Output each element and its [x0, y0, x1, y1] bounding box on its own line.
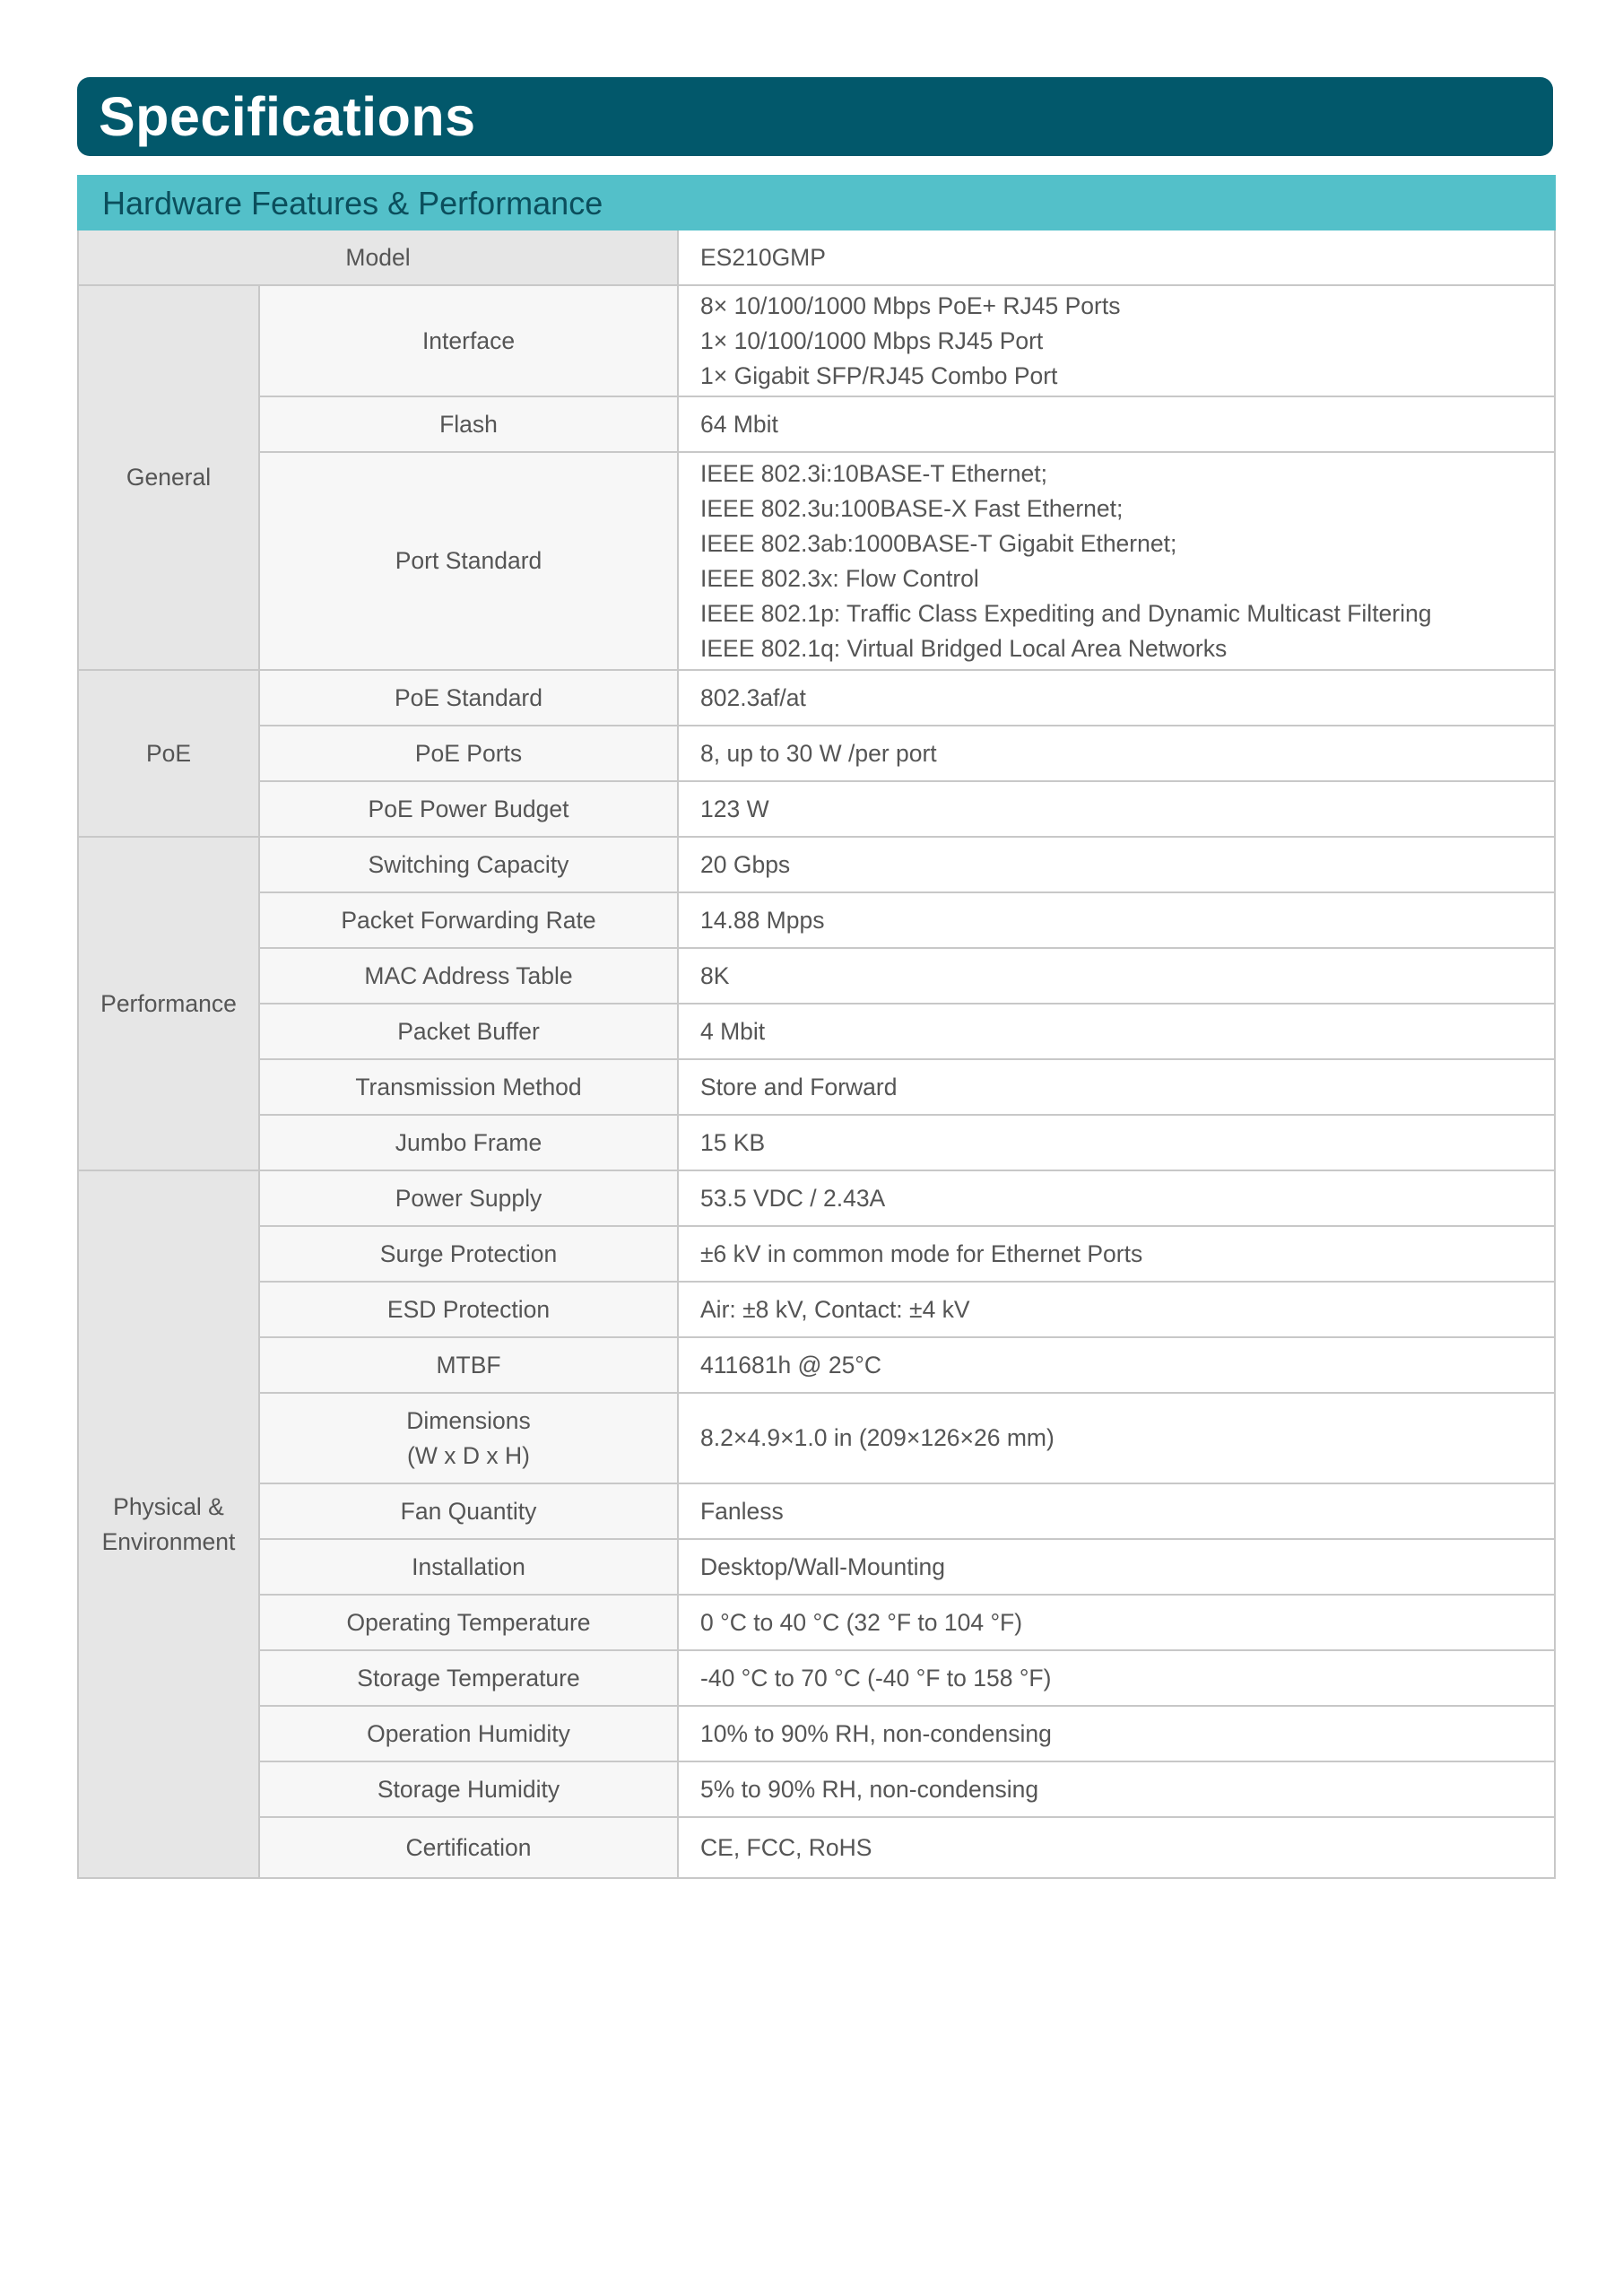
table-row — [78, 1817, 1555, 1878]
table-row — [78, 670, 1555, 726]
row-value — [678, 452, 1555, 670]
row-value: 10% to 90% RH, non-condensing — [678, 1706, 1555, 1761]
group-general: General — [78, 285, 259, 670]
table-row — [78, 1170, 1555, 1226]
row-value: 20 Gbps — [678, 837, 1555, 892]
row-label: Certification — [259, 1817, 678, 1878]
table-row — [78, 781, 1555, 837]
row-value: Desktop/Wall-Mounting — [678, 1539, 1555, 1595]
row-value: Store and Forward — [678, 1059, 1555, 1115]
row-label: PoE Standard — [259, 670, 678, 726]
value-line: 1× Gigabit SFP/RJ45 Combo Port — [700, 361, 1058, 389]
group-name-line: Physical & — [113, 1492, 224, 1520]
table-row — [78, 1706, 1555, 1761]
value-line: IEEE 802.3u:100BASE-X Fast Ethernet; — [700, 494, 1124, 522]
row-label: Interface — [259, 285, 678, 396]
table-row — [78, 1282, 1555, 1337]
group-physical-environment — [78, 1170, 259, 1878]
value-line: IEEE 802.1p: Traffic Class Expediting and Dynamic Multicast Filtering — [700, 599, 1432, 627]
table-row — [78, 452, 1555, 670]
row-label: Jumbo Frame — [259, 1115, 678, 1170]
table-row — [78, 285, 1555, 396]
row-value: ±6 kV in common mode for Ethernet Ports — [678, 1226, 1555, 1282]
table-row — [78, 1761, 1555, 1817]
row-label: Packet Buffer — [259, 1004, 678, 1059]
table-row — [78, 1539, 1555, 1595]
row-value: 411681h @ 25°C — [678, 1337, 1555, 1393]
row-value: 123 W — [678, 781, 1555, 837]
row-value: -40 °C to 70 °C (-40 °F to 158 °F) — [678, 1650, 1555, 1706]
row-value: 53.5 VDC / 2.43A — [678, 1170, 1555, 1226]
row-value: 0 °C to 40 °C (32 °F to 104 °F) — [678, 1595, 1555, 1650]
value-line: IEEE 802.1q: Virtual Bridged Local Area Networks — [700, 634, 1228, 662]
row-value: 14.88 Mpps — [678, 892, 1555, 948]
row-value: 5% to 90% RH, non-condensing — [678, 1761, 1555, 1817]
row-label: ESD Protection — [259, 1282, 678, 1337]
row-label: Operating Temperature — [259, 1595, 678, 1650]
row-label: Flash — [259, 396, 678, 452]
table-row — [78, 1337, 1555, 1393]
row-value: 4 Mbit — [678, 1004, 1555, 1059]
section-header-row — [78, 176, 1555, 230]
row-value: 64 Mbit — [678, 396, 1555, 452]
table-row — [78, 892, 1555, 948]
row-value: 8K — [678, 948, 1555, 1004]
row-value: 802.3af/at — [678, 670, 1555, 726]
page-title: Specifications — [99, 86, 476, 147]
row-label: MAC Address Table — [259, 948, 678, 1004]
label-line: (W x D x H) — [407, 1441, 530, 1469]
value-line: 8× 10/100/1000 Mbps PoE+ RJ45 Ports — [700, 291, 1121, 319]
table-row — [78, 1115, 1555, 1170]
table-row — [78, 726, 1555, 781]
row-label: PoE Power Budget — [259, 781, 678, 837]
table-row — [78, 837, 1555, 892]
group-performance: Performance — [78, 837, 259, 1170]
value-line: IEEE 802.3ab:1000BASE-T Gigabit Ethernet; — [700, 529, 1177, 557]
row-label: Power Supply — [259, 1170, 678, 1226]
row-label — [259, 1393, 678, 1483]
row-label: PoE Ports — [259, 726, 678, 781]
table-row — [78, 1650, 1555, 1706]
table-row — [78, 1059, 1555, 1115]
table-row — [78, 1595, 1555, 1650]
table-row — [78, 396, 1555, 452]
row-label: Installation — [259, 1539, 678, 1595]
table-row — [78, 1483, 1555, 1539]
section-title: Hardware Features & Performance — [78, 176, 1555, 230]
row-value — [678, 285, 1555, 396]
row-label: Transmission Method — [259, 1059, 678, 1115]
row-label: Storage Temperature — [259, 1650, 678, 1706]
model-value: ES210GMP — [678, 230, 1555, 285]
row-value: 15 KB — [678, 1115, 1555, 1170]
row-value: Fanless — [678, 1483, 1555, 1539]
row-value: CE, FCC, RoHS — [678, 1817, 1555, 1878]
row-value: 8.2×4.9×1.0 in (209×126×26 mm) — [678, 1393, 1555, 1483]
label-line: Dimensions — [406, 1406, 531, 1434]
value-line: IEEE 802.3x: Flow Control — [700, 564, 979, 592]
table-row — [78, 230, 1555, 285]
table-row — [78, 1393, 1555, 1483]
table-row — [78, 1004, 1555, 1059]
model-label: Model — [78, 230, 678, 285]
group-poe: PoE — [78, 670, 259, 837]
row-label: Fan Quantity — [259, 1483, 678, 1539]
specifications-table — [77, 175, 1556, 1879]
table-row — [78, 1226, 1555, 1282]
row-label: Storage Humidity — [259, 1761, 678, 1817]
row-label: Surge Protection — [259, 1226, 678, 1282]
row-value: Air: ±8 kV, Contact: ±4 kV — [678, 1282, 1555, 1337]
row-label: Switching Capacity — [259, 837, 678, 892]
value-line: IEEE 802.3i:10BASE-T Ethernet; — [700, 459, 1047, 487]
row-label: Packet Forwarding Rate — [259, 892, 678, 948]
group-name-line: Environment — [101, 1527, 236, 1555]
row-value: 8, up to 30 W /per port — [678, 726, 1555, 781]
page-title-bar — [77, 77, 1553, 156]
row-label: Operation Humidity — [259, 1706, 678, 1761]
row-label: Port Standard — [259, 452, 678, 670]
value-line: 1× 10/100/1000 Mbps RJ45 Port — [700, 326, 1044, 354]
table-row — [78, 948, 1555, 1004]
row-label: MTBF — [259, 1337, 678, 1393]
